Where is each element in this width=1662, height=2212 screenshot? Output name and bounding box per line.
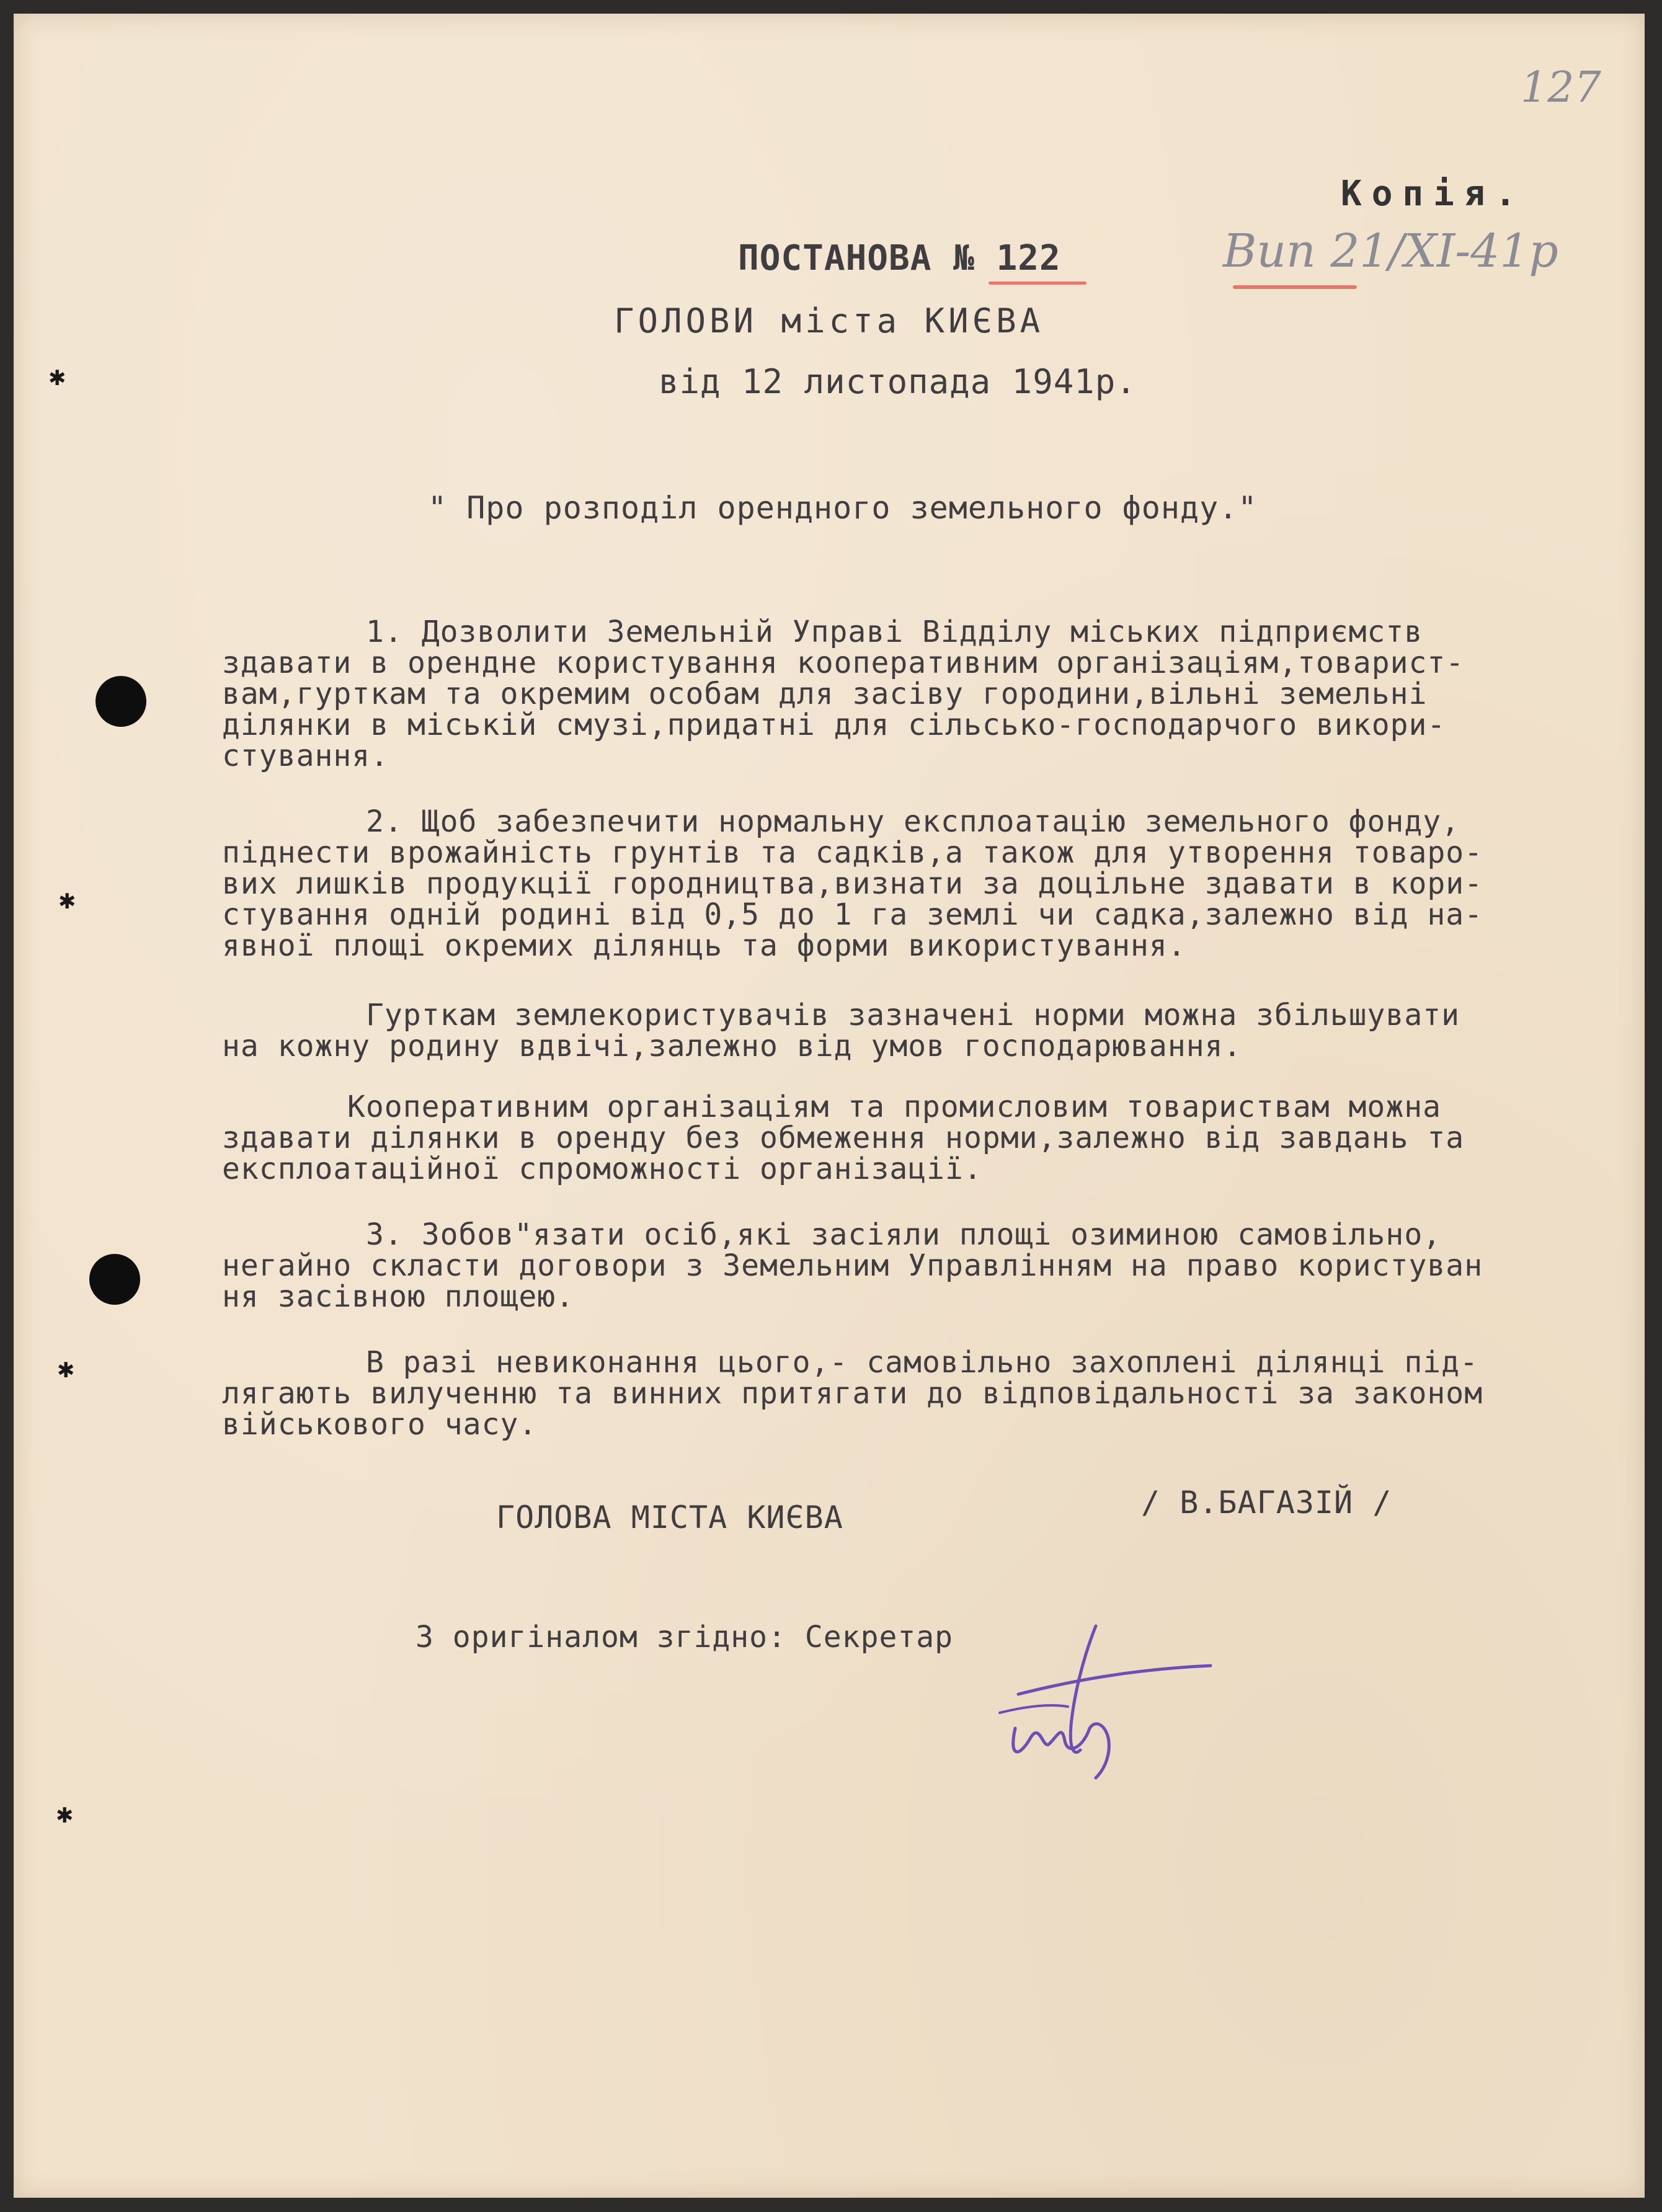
margin-mark: ✱ (48, 366, 66, 391)
paragraph-line: 1. Дозволити Земельній Управі Відділу міських підприємств (366, 615, 1423, 649)
paragraph-line: 2. Щоб забезпечити нормальну експлоатацію земельного фонду, (366, 804, 1460, 839)
paragraph-line: вих лишків продукції городництва,визнати за доцільне здавати в кори- (222, 866, 1483, 901)
paragraph-line: ділянки в міській смузі,придатні для сільсько-господарчого викори- (222, 708, 1446, 742)
paragraph-line: Гурткам землекористувачів зазначені норми можна збільшувати (366, 998, 1460, 1033)
paragraph-line: лягають вилученню та винних притягати до відповідальності за законом (222, 1376, 1483, 1411)
paragraph-line: В разі невиконання цього,- самовільно захоплені ділянці під- (366, 1345, 1478, 1380)
decree-issuer: ГОЛОВИ міста КИЄВА (614, 301, 1044, 340)
paragraph-line: вам,гурткам та окремим особам для засіву городини,вільні земельні (222, 677, 1428, 711)
paragraph-line: здавати в орендне користування кооперативним організаціям,товарист- (222, 646, 1465, 680)
paragraph-line: здавати ділянки в оренду без обмеження норми,залежно від завдань та (222, 1121, 1465, 1155)
margin-mark: ✱ (57, 1358, 75, 1383)
paragraph-line: явної площі окремих ділянць та форми використування. (222, 928, 1186, 963)
copy-mark: Копія. (1341, 174, 1526, 214)
document-page (14, 14, 1645, 2198)
paragraph-line: негайно скласти договори з Земельним Управлінням на право користуван (222, 1248, 1483, 1283)
signatory-name: / В.БАГАЗІЙ / (1141, 1485, 1392, 1521)
paragraph-line: військового часу. (222, 1407, 538, 1442)
paragraph-line: 3. Зобов"язати осіб,які засіяли площі озиминою самовільно, (366, 1217, 1442, 1252)
handwritten-note: Вип 21/XI-41р (1223, 224, 1558, 278)
margin-mark: ✱ (58, 889, 76, 914)
signatory-title: ГОЛОВА МІСТА КИЄВА (496, 1499, 843, 1535)
decree-subject: " Про розподіл орендного земельного фонду." (428, 490, 1258, 526)
paragraph-line: піднести врожайність грунтів та садків,а також для утворення товаро- (222, 835, 1483, 870)
paragraph-line: Кооперативним організаціям та промисловим товариствам можна (347, 1090, 1442, 1124)
paragraph-line: на кожну родину вдвічі,залежно від умов господарювання. (222, 1029, 1242, 1064)
binder-hole-bottom (89, 1254, 140, 1305)
decree-number-underline (989, 282, 1087, 285)
paragraph-line: експлоатаційної спроможності організації. (222, 1152, 982, 1186)
decree-date: від 12 листопада 1941р. (659, 362, 1137, 401)
secretary-signature-icon (981, 1601, 1229, 1787)
decree-title: ПОСТАНОВА № 122 (738, 238, 1061, 278)
binder-hole-top (96, 676, 146, 727)
handwritten-note-underline (1233, 285, 1357, 289)
certification-line: З оригіналом згідно: Секретар (416, 1620, 954, 1655)
margin-mark: ✱ (56, 1803, 74, 1828)
archive-folio-number: 127 (1521, 63, 1601, 112)
paragraph-line: ня засівною площею. (222, 1279, 575, 1314)
paragraph-line: стування. (222, 739, 389, 773)
paragraph-line: стування одній родині від 0,5 до 1 га землі чи садка,залежно від на- (222, 897, 1483, 932)
